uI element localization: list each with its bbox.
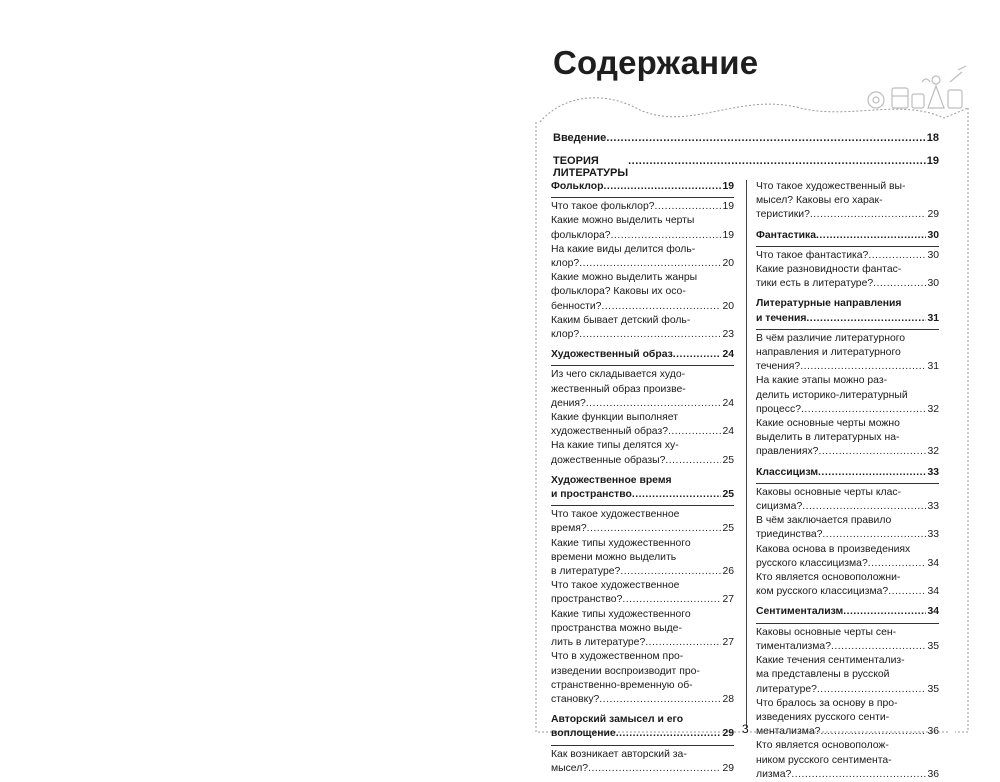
toc-left-column xyxy=(551,180,734,776)
entry-text-line: Литературные направления xyxy=(756,298,902,310)
entry-text-line: Какие можно выделить жанры xyxy=(551,272,698,284)
heading-underline xyxy=(756,483,939,484)
entry-text-line: Как возникает авторский за- xyxy=(551,748,687,760)
entry-text: в литературе? xyxy=(551,566,621,578)
entry-page-number: 24 xyxy=(722,426,734,438)
entry-last-line xyxy=(551,180,734,194)
entry-text: и пространство xyxy=(551,489,632,501)
entry-text-line: Какие основные черты можно xyxy=(756,418,900,430)
entry-text: процесс? xyxy=(756,403,801,415)
entry-page-number: 20 xyxy=(722,300,734,312)
entry-page-number: 31 xyxy=(927,361,939,373)
toc-question-entry[interactable] xyxy=(551,650,734,707)
entry-last-line xyxy=(756,466,939,480)
entry-last-line xyxy=(551,348,734,362)
entry-page-number: 32 xyxy=(927,403,939,415)
decorative-doodle-icon xyxy=(862,64,972,114)
entry-last-line xyxy=(551,397,734,411)
entry-text: Классицизм xyxy=(756,466,819,478)
entry-text: триединства? xyxy=(756,529,823,541)
entry-text-line: Какие можно выделить черты xyxy=(551,215,695,227)
entry-text: становку? xyxy=(551,693,600,705)
entry-page-number: 35 xyxy=(927,640,939,652)
entry-last-line xyxy=(756,445,939,459)
leader-dots xyxy=(802,500,926,514)
toc-section-heading[interactable] xyxy=(756,229,939,247)
toc-section-heading[interactable] xyxy=(551,348,734,366)
toc-question-entry[interactable] xyxy=(756,332,939,375)
toc-right-column xyxy=(756,180,939,782)
entry-text-line: В чём заключается правило xyxy=(756,515,892,527)
entry-last-line xyxy=(551,328,734,342)
toc-section-heading[interactable] xyxy=(551,180,734,198)
entry-text: ком русского классицизма? xyxy=(756,586,889,598)
entry-text-line: Что такое художественное xyxy=(551,509,680,521)
entry-page-number: 33 xyxy=(927,529,939,541)
toc-question-entry[interactable] xyxy=(551,368,734,411)
entry-page-number: 19 xyxy=(722,229,734,241)
entry-text-line: изведении воспроизводит про- xyxy=(551,665,700,677)
toc-question-entry[interactable] xyxy=(756,263,939,291)
toc-question-entry[interactable] xyxy=(756,697,939,740)
entry-text: Художественный образ xyxy=(551,349,673,361)
entry-last-line xyxy=(756,768,939,782)
entry-last-line xyxy=(551,300,734,314)
entry-page-number: 34 xyxy=(927,557,939,569)
entry-text: бенности? xyxy=(551,300,602,312)
entry-page-number: 25 xyxy=(722,523,734,535)
entry-text-line: Кто является основоположни- xyxy=(756,572,901,584)
entry-page-number: 32 xyxy=(927,446,939,458)
leader-dots xyxy=(810,208,927,222)
heading-underline xyxy=(756,329,939,330)
entry-text: русского классицизма? xyxy=(756,557,868,569)
entry-page-number: 34 xyxy=(927,606,939,618)
toc-section-heading[interactable] xyxy=(756,466,939,484)
entry-text-line: странственно-временную об- xyxy=(551,679,693,691)
leader-dots xyxy=(588,762,721,776)
entry-text-line: делить историко-литературный xyxy=(756,389,908,401)
entry-text-line: Каковы основные черты сен- xyxy=(756,626,897,638)
entry-text-line: Какие типы художественного xyxy=(551,537,691,549)
entry-text-line: времени можно выделить xyxy=(551,551,677,563)
entry-text-line: фольклора? Каковы их осо- xyxy=(551,286,686,298)
toc-question-entry[interactable] xyxy=(551,537,734,580)
entry-text-line: Какова основа в произведениях xyxy=(756,543,911,555)
entry-text-line: Какие функции выполняет xyxy=(551,412,678,424)
entry-last-line xyxy=(551,593,734,607)
leader-dots xyxy=(579,328,721,342)
entry-last-line xyxy=(756,312,939,326)
entry-last-line xyxy=(756,557,939,571)
entry-text: мысел? xyxy=(551,762,589,774)
entry-page-number: 30 xyxy=(927,249,939,261)
entry-text-line: На какие типы делятся ху- xyxy=(551,440,679,452)
leader-dots xyxy=(820,725,926,739)
entry-last-line xyxy=(551,257,734,271)
leader-dots xyxy=(673,348,722,362)
heading-underline xyxy=(551,197,734,198)
leader-dots xyxy=(868,557,927,571)
entry-text: Что такое фольклор? xyxy=(551,201,655,213)
entry-text-line: Что такое художественное xyxy=(551,580,680,592)
entry-text: Фольклор xyxy=(551,181,604,192)
page-number: 3 xyxy=(742,722,749,736)
toc-question-entry[interactable] xyxy=(756,654,939,697)
toc-question-entry[interactable] xyxy=(756,571,939,599)
entry-page-number: 33 xyxy=(927,466,939,478)
toc-section-heading[interactable] xyxy=(756,605,939,623)
entry-last-line xyxy=(756,249,939,263)
entry-text-line: Что бралось за основу в про- xyxy=(756,697,898,709)
entry-page-number: 29 xyxy=(927,209,939,221)
entry-last-line xyxy=(756,360,939,374)
entry-page-number: 29 xyxy=(722,762,734,774)
entry-page-number: 24 xyxy=(722,349,734,361)
toc-entry-literary-theory[interactable]: ТЕОРИЯ ЛИТЕРАТУРЫ ..... 19 xyxy=(553,155,939,179)
entry-text: дожественные образы? xyxy=(551,454,666,466)
leader-dots xyxy=(579,257,721,271)
leader-dots xyxy=(822,528,926,542)
leader-dots xyxy=(806,312,926,326)
entry-page-number: 24 xyxy=(722,397,734,409)
entry-text: Что такое фантастика? xyxy=(756,249,869,261)
entry-text-line: направления и литературного xyxy=(756,347,901,359)
entry-text: течения? xyxy=(756,361,801,373)
leader-dots xyxy=(606,132,925,144)
entry-page-number: 23 xyxy=(722,329,734,341)
entry-last-line xyxy=(551,565,734,579)
leader-dots xyxy=(586,397,722,411)
entry-text-line: мысел? Каковы его харак- xyxy=(756,195,883,207)
leader-dots xyxy=(873,277,926,291)
entry-last-line xyxy=(756,277,939,291)
leader-dots xyxy=(645,636,721,650)
entry-text-line: Авторский замысел и его xyxy=(551,714,684,726)
leader-dots xyxy=(888,585,926,599)
entry-text-line: В чём различие литературного xyxy=(756,332,906,344)
toc-entry-introduction[interactable]: Введение ..... 18 xyxy=(553,132,939,144)
entry-text: время? xyxy=(551,523,587,535)
leader-dots xyxy=(817,683,927,697)
entry-text-line: Каким бывает детский фоль- xyxy=(551,314,691,326)
entry-text: и течения xyxy=(756,312,807,324)
toc-question-entry[interactable] xyxy=(756,514,939,542)
entry-text: художественный образ? xyxy=(551,426,668,438)
entry-last-line xyxy=(551,200,734,214)
entry-text-line: Что такое художественный вы- xyxy=(756,181,906,192)
column-divider xyxy=(746,180,747,728)
entry-last-line xyxy=(756,500,939,514)
entry-page-number: 19 xyxy=(722,181,734,192)
entry-last-line xyxy=(551,522,734,536)
leader-dots xyxy=(800,360,926,374)
entry-page-number: 19 xyxy=(722,201,734,213)
entry-last-line xyxy=(551,229,734,243)
entry-last-line xyxy=(551,693,734,707)
entry-text-line: Какие разновидности фантас- xyxy=(756,264,902,276)
leader-dots xyxy=(801,403,926,417)
entry-text-line: жественный образ произве- xyxy=(551,383,686,395)
entry-text-line: Кто является основополож- xyxy=(756,740,889,752)
toc-question-entry[interactable] xyxy=(551,314,734,342)
leader-dots xyxy=(655,200,722,214)
entry-last-line xyxy=(551,425,734,439)
toc-question-entry[interactable] xyxy=(551,411,734,439)
entry-page-number: 36 xyxy=(927,768,939,780)
entry-page-number: 34 xyxy=(927,586,939,598)
entry-page-number: 35 xyxy=(927,683,939,695)
entry-last-line xyxy=(551,454,734,468)
entry-text-line: Какие течения сентиментализ- xyxy=(756,655,905,667)
leader-dots xyxy=(601,300,721,314)
entry-text-line: На какие виды делится фоль- xyxy=(551,243,696,255)
entry-text-line: изведениях русского сенти- xyxy=(756,711,890,723)
entry-text: тиментализма? xyxy=(756,640,831,652)
leader-dots xyxy=(587,522,722,536)
toc-section-heading[interactable] xyxy=(551,474,734,506)
heading-underline xyxy=(756,623,939,624)
leader-dots xyxy=(831,640,926,654)
entry-page-number: 30 xyxy=(927,278,939,290)
entry-text: сицизма? xyxy=(756,501,803,513)
entry-text-line: На какие этапы можно раз- xyxy=(756,375,888,387)
entry-last-line xyxy=(756,229,939,243)
toc-section-heading[interactable] xyxy=(756,297,939,329)
leader-dots xyxy=(599,693,721,707)
entry-last-line xyxy=(551,727,734,741)
toc-section-heading[interactable] xyxy=(551,713,734,745)
leader-dots xyxy=(818,445,926,459)
entry-page-number: 30 xyxy=(927,229,939,241)
entry-last-line xyxy=(756,585,939,599)
entry-last-line xyxy=(756,640,939,654)
toc-question-entry[interactable] xyxy=(551,243,734,271)
toc-question-entry[interactable] xyxy=(551,214,734,242)
heading-underline xyxy=(756,246,939,247)
toc-question-entry[interactable] xyxy=(756,486,939,514)
entry-text: Фантастика xyxy=(756,229,817,241)
entry-page-number: 31 xyxy=(927,312,939,324)
toc-question-entry[interactable] xyxy=(756,249,939,263)
leader-dots xyxy=(620,565,721,579)
heading-underline xyxy=(551,365,734,366)
entry-text-line: Художественное время xyxy=(551,474,672,486)
entry-text: правлениях? xyxy=(756,446,819,458)
entry-page-number: 36 xyxy=(927,726,939,738)
entry-last-line xyxy=(756,605,939,619)
leader-dots xyxy=(868,249,926,263)
entry-text: дения? xyxy=(551,397,586,409)
toc-question-entry[interactable] xyxy=(756,543,939,571)
heading-underline xyxy=(551,505,734,506)
entry-text-line: Из чего складывается худо- xyxy=(551,369,686,381)
entry-text: ментализма? xyxy=(756,726,821,738)
entry-text-line: ником русского сентимента- xyxy=(756,754,892,766)
toc-question-entry[interactable] xyxy=(551,508,734,536)
leader-dots xyxy=(843,605,926,619)
entry-text-line: ма представлены в русской xyxy=(756,669,890,681)
entry-last-line xyxy=(551,636,734,650)
entry-page-number: 28 xyxy=(722,693,734,705)
toc-question-entry[interactable] xyxy=(551,748,734,776)
entry-page-number: 25 xyxy=(722,489,734,501)
entry-text-line: пространства можно выде- xyxy=(551,622,682,634)
entry-text: клор? xyxy=(551,258,580,270)
toc-question-entry[interactable] xyxy=(551,200,734,214)
entry-text: литературе? xyxy=(756,683,817,695)
leader-dots xyxy=(818,466,926,480)
heading-underline xyxy=(551,745,734,746)
toc-question-entry[interactable] xyxy=(551,439,734,467)
entry-last-line xyxy=(756,208,939,222)
entry-last-line xyxy=(756,725,939,739)
entry-last-line xyxy=(551,488,734,502)
entry-last-line xyxy=(756,683,939,697)
leader-dots xyxy=(665,454,721,468)
entry-page-number: 26 xyxy=(722,566,734,578)
page-title: Содержание xyxy=(553,44,759,81)
entry-text: тики есть в литературе? xyxy=(756,278,874,290)
entry-page-number: 29 xyxy=(722,728,734,740)
entry-page-number: 27 xyxy=(722,637,734,649)
toc-question-entry[interactable] xyxy=(551,608,734,651)
entry-text: лить в литературе? xyxy=(551,637,646,649)
leader-dots xyxy=(816,229,926,243)
leader-dots xyxy=(622,593,721,607)
leader-dots xyxy=(616,727,722,741)
entry-page-number: 27 xyxy=(722,594,734,606)
entry-text: Сентиментализм xyxy=(756,606,844,618)
toc-question-entry[interactable] xyxy=(551,579,734,607)
entry-text: теристики? xyxy=(756,209,810,221)
toc-question-entry[interactable] xyxy=(756,417,939,460)
toc-question-entry[interactable] xyxy=(551,271,734,314)
leader-dots xyxy=(791,768,926,782)
entry-text-line: Что в художественном про- xyxy=(551,651,684,663)
leader-dots xyxy=(603,180,721,194)
entry-text: пространство? xyxy=(551,594,623,606)
entry-text: фольклора? xyxy=(551,229,611,241)
entry-text: воплощение xyxy=(551,728,616,740)
entry-text-line: выделить в литературных на- xyxy=(756,432,900,444)
entry-text: лизма? xyxy=(756,768,792,780)
entry-page-number: 25 xyxy=(722,454,734,466)
leader-dots xyxy=(628,155,926,167)
entry-text-line: Каковы основные черты клас- xyxy=(756,486,902,498)
entry-page-number: 20 xyxy=(722,258,734,270)
toc-question-entry[interactable] xyxy=(756,180,939,223)
leader-dots xyxy=(668,425,721,439)
toc-question-entry[interactable] xyxy=(756,626,939,654)
toc-question-entry[interactable] xyxy=(756,374,939,417)
leader-dots xyxy=(632,488,722,502)
entry-text: клор? xyxy=(551,329,580,341)
entry-text-line: Какие типы художественного xyxy=(551,608,691,620)
entry-last-line xyxy=(756,403,939,417)
leader-dots xyxy=(611,229,722,243)
entry-last-line xyxy=(551,762,734,776)
entry-last-line xyxy=(756,528,939,542)
entry-page-number: 33 xyxy=(927,501,939,513)
